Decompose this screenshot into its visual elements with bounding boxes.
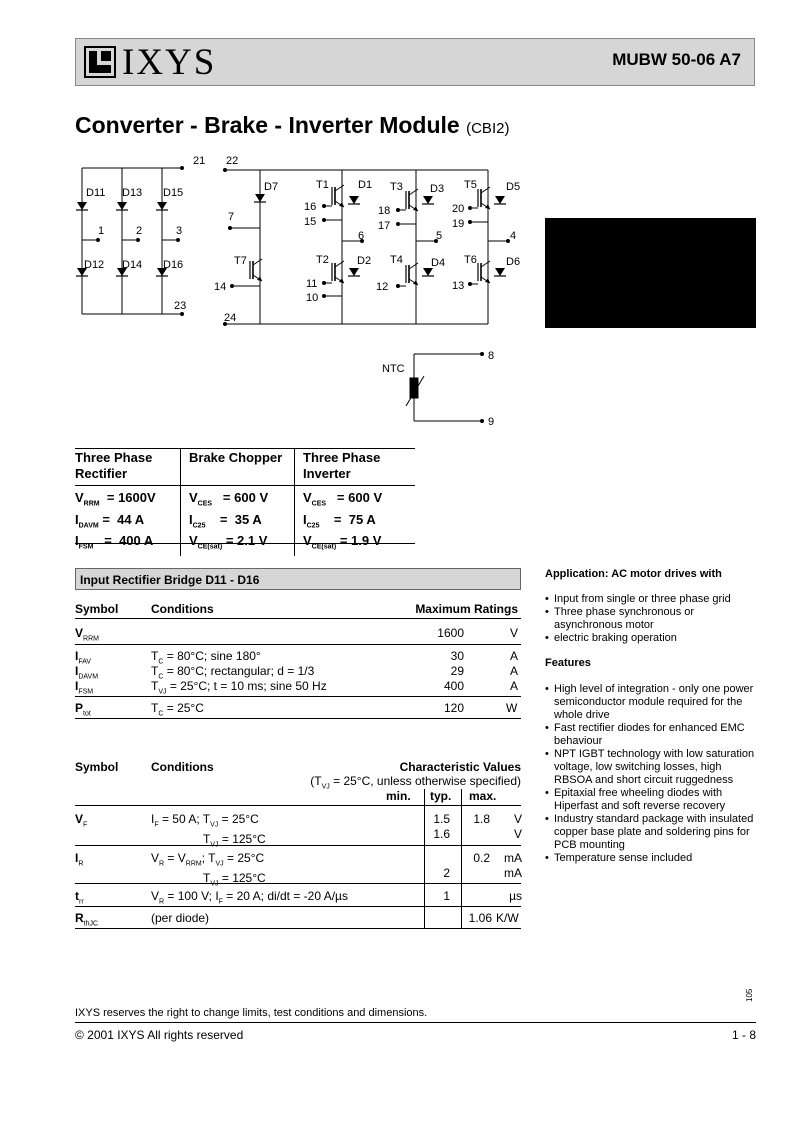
label-t3: T3: [390, 181, 403, 193]
footer-rule: [75, 1022, 756, 1023]
label-d3: D3: [430, 183, 445, 195]
pin-12: 12: [376, 281, 389, 293]
application-item: • electric braking operation: [545, 632, 755, 645]
pin-20: 20: [452, 203, 465, 215]
max-idavm-symbol: $I_{DAVM}$: [75, 664, 99, 681]
pin-6: 6: [358, 230, 365, 242]
pin-16: 16: [304, 201, 317, 213]
char-trr-cond: $V_R = 100$ V; $I_F = 20$ A; di/dt = -20 A/µs: [151, 889, 348, 906]
max-rule-1: [75, 618, 521, 619]
char-ir-cond: $V_R = V_{RRM}$; $T_{VJ} = 25^\circ C$ $T_{VJ} = 125^\circ C$: [151, 851, 266, 888]
feature-item: • Industry standard package with insulated copper base plate and soldering pins for PCB mounting: [545, 813, 755, 852]
max-idavm-cond: $T_C = 80^\circ C$; rectangular; d = 1/3: [151, 664, 315, 681]
pin-3: 3: [176, 225, 183, 237]
max-ptot-cond: $T_C = 25^\circ C$: [151, 701, 204, 718]
title-main: Converter - Brake - Inverter Module: [75, 112, 460, 138]
pin-7: 7: [228, 211, 235, 223]
max-vrrm-value: 1600: [437, 626, 464, 640]
pin-23: 23: [174, 300, 187, 312]
label-d13: D13: [122, 187, 143, 199]
label-t2: T2: [316, 254, 329, 266]
pin-24: 24: [224, 312, 237, 324]
summary-header-inverter: Three Phase Inverter: [295, 449, 416, 486]
application-item: • Three phase synchronous or asynchronous motor: [545, 606, 755, 632]
char-rule-3: [75, 883, 521, 884]
char-ir-typ: 2: [443, 866, 450, 880]
max-h-symbol: Symbol: [75, 602, 119, 616]
max-ifsm-symbol: $I_{FSM}$: [75, 679, 94, 696]
summary-header-brake: Brake Chopper: [181, 449, 295, 486]
char-vf-symbol: $V_F$: [75, 812, 88, 829]
char-vf-unit: V V: [513, 812, 522, 841]
max-ifsm-cond: $T_{VJ} = 25^\circ C$; t = 10 ms; sine 50 Hz: [151, 679, 327, 696]
label-t1: T1: [316, 179, 329, 191]
pin-17: 17: [378, 220, 391, 232]
package-image: [545, 218, 756, 328]
label-d4: D4: [431, 257, 446, 269]
char-trr-symbol: $t_{rr}$: [75, 889, 84, 906]
feature-item: • NPT IGBT technology with low saturation voltage, low switching losses, high RBSOA and short circuit ruggedness: [545, 748, 755, 787]
label-d5: D5: [506, 181, 521, 193]
pin-21: 21: [193, 155, 206, 167]
summary-rectifier-values: $V_{RRM} = 1600V$ $I_{DAVM} = 44$ A $I_{FSM}$ = 400 A: [75, 490, 156, 551]
max-ptot-unit: W: [506, 701, 518, 715]
label-d6: D6: [506, 256, 521, 268]
char-rthjc-max: 1.06: [468, 911, 492, 925]
summary-header-rectifier: Three Phase Rectifier: [75, 449, 181, 486]
ixys-logo: [84, 42, 216, 82]
char-h-title: Characteristic Values: [399, 760, 521, 774]
max-vrrm-unit: V: [510, 626, 519, 640]
char-vf-cond: $I_F = 50$ A; $T_{VJ} = 25^\circ C$ $T_{VJ} = 125^\circ C$: [151, 812, 266, 849]
footer-disclaimer: IXYS reserves the right to change limits, test conditions and dimensions.: [75, 1007, 428, 1019]
summary-table: [75, 448, 415, 556]
max-rule-3: [75, 696, 521, 697]
char-trr-unit: µs: [509, 889, 522, 903]
char-vf-typ: 1.5 1.6: [433, 812, 450, 841]
label-t7: T7: [234, 255, 247, 267]
title-sub: (CBI2): [466, 120, 510, 137]
max-ifav-unit: A: [510, 649, 519, 663]
application-list: [545, 593, 755, 645]
pin-11: 11: [306, 278, 318, 290]
label-d15: D15: [163, 187, 184, 199]
footer-page: 1 - 8: [731, 1028, 756, 1042]
feature-item: • Fast rectifier diodes for enhanced EMC behaviour: [545, 722, 755, 748]
feature-item: • Temperature sense included: [545, 852, 755, 865]
features-title: Features: [545, 657, 591, 669]
pin-10: 10: [306, 292, 319, 304]
max-h-ratings: Maximum Ratings: [415, 602, 518, 616]
max-vrrm-symbol: $V_{RRM}$: [75, 626, 99, 643]
application-item: • Input from single or three phase grid: [545, 593, 755, 606]
max-ptot-symbol: $P_{tot}$: [75, 701, 91, 718]
label-d11: D11: [86, 187, 106, 199]
pin-2: 2: [136, 225, 143, 237]
label-t5: T5: [464, 179, 477, 191]
max-ptot-value: 120: [443, 701, 464, 715]
char-rthjc-symbol: $R_{thJC}$: [75, 911, 99, 928]
pin-22: 22: [226, 155, 239, 167]
footer-copyright: © 2001 IXYS All rights reserved: [75, 1028, 244, 1042]
max-idavm-unit: A: [510, 664, 519, 678]
char-rule-2: [75, 845, 521, 846]
char-rule-4: [75, 906, 521, 907]
label-t4: T4: [390, 254, 403, 266]
char-h-note: ($T_{VJ} = 25^\circ C$, unless otherwise specified): [310, 774, 521, 791]
char-rule-5: [75, 928, 521, 929]
max-ifsm-unit: A: [510, 679, 519, 693]
pin-4: 4: [510, 230, 517, 242]
label-d7: D7: [264, 181, 279, 193]
char-h-typ: typ.: [430, 789, 452, 803]
page-title: [75, 112, 509, 139]
label-d1: D1: [358, 179, 373, 191]
label-t6: T6: [464, 254, 477, 266]
char-ir-unit: mA mA: [504, 851, 522, 880]
summary-bottom-rule: [75, 543, 415, 544]
summary-inverter-values: $V_{CES}$ = 600 V $I_{C25}$ = 75 A $V_{CE(sat)} = 1.9$ V: [295, 486, 416, 556]
char-ir-symbol: $I_R$: [75, 851, 84, 868]
max-ifav-cond: $T_C = 80^\circ C$; sine 180°: [151, 649, 261, 666]
max-rule-2: [75, 644, 521, 645]
char-rthjc-unit: K/W: [496, 911, 519, 925]
max-rule-4: [75, 718, 521, 719]
max-ifav-symbol: $I_{FAV}$: [75, 649, 92, 666]
summary-brake-values: $V_{CES}$ = 600 V $I_{C25}$ = 35 A $V_{CE(sat)} = 2.1$ V: [181, 486, 295, 556]
section-title: Input Rectifier Bridge D11 - D16: [75, 568, 521, 590]
part-number: MUBW 50-06 A7: [612, 50, 741, 69]
logo-text: IXYS: [122, 41, 217, 83]
char-vf-max: 1.8: [473, 812, 490, 826]
label-d14: D14: [122, 259, 143, 271]
features-list: [545, 683, 755, 865]
pin-13: 13: [452, 280, 465, 292]
pin-5: 5: [436, 230, 443, 242]
max-h-conditions: Conditions: [151, 602, 214, 616]
pin-8: 8: [488, 350, 495, 362]
char-h-max: max.: [469, 789, 497, 803]
max-ifsm-value: 400: [443, 679, 464, 693]
pin-9: 9: [488, 416, 495, 428]
label-d2: D2: [357, 255, 372, 267]
char-h-symbol: Symbol: [75, 760, 119, 774]
char-rule-1: [75, 805, 521, 806]
char-h-min: min.: [386, 789, 411, 803]
char-rthjc-cond: (per diode): [151, 911, 210, 925]
pin-1: 1: [98, 225, 105, 237]
application-title: Application: AC motor drives with: [545, 568, 722, 580]
pin-18: 18: [378, 205, 391, 217]
label-d12: D12: [84, 259, 105, 271]
feature-item: • High level of integration - only one power semiconductor module required for the whole drive: [545, 683, 755, 722]
max-idavm-value: 29: [450, 664, 464, 678]
max-ifav-value: 30: [450, 649, 464, 663]
label-d16: D16: [163, 259, 184, 271]
pin-14: 14: [214, 281, 227, 293]
ixys-logo-icon: [84, 46, 116, 78]
char-col-sep-1: [424, 789, 425, 929]
char-h-conditions: Conditions: [151, 760, 214, 774]
pin-15: 15: [304, 216, 317, 228]
pin-19: 19: [452, 218, 465, 230]
char-trr-typ: 1: [443, 889, 450, 903]
char-ir-max: 0.2: [473, 851, 490, 865]
circuit-schematic: [70, 148, 530, 430]
feature-item: • Epitaxial free wheeling diodes with Hiperfast and soft reverse recovery: [545, 787, 755, 813]
label-ntc: NTC: [382, 363, 405, 375]
footer-code: 105: [745, 988, 754, 1002]
